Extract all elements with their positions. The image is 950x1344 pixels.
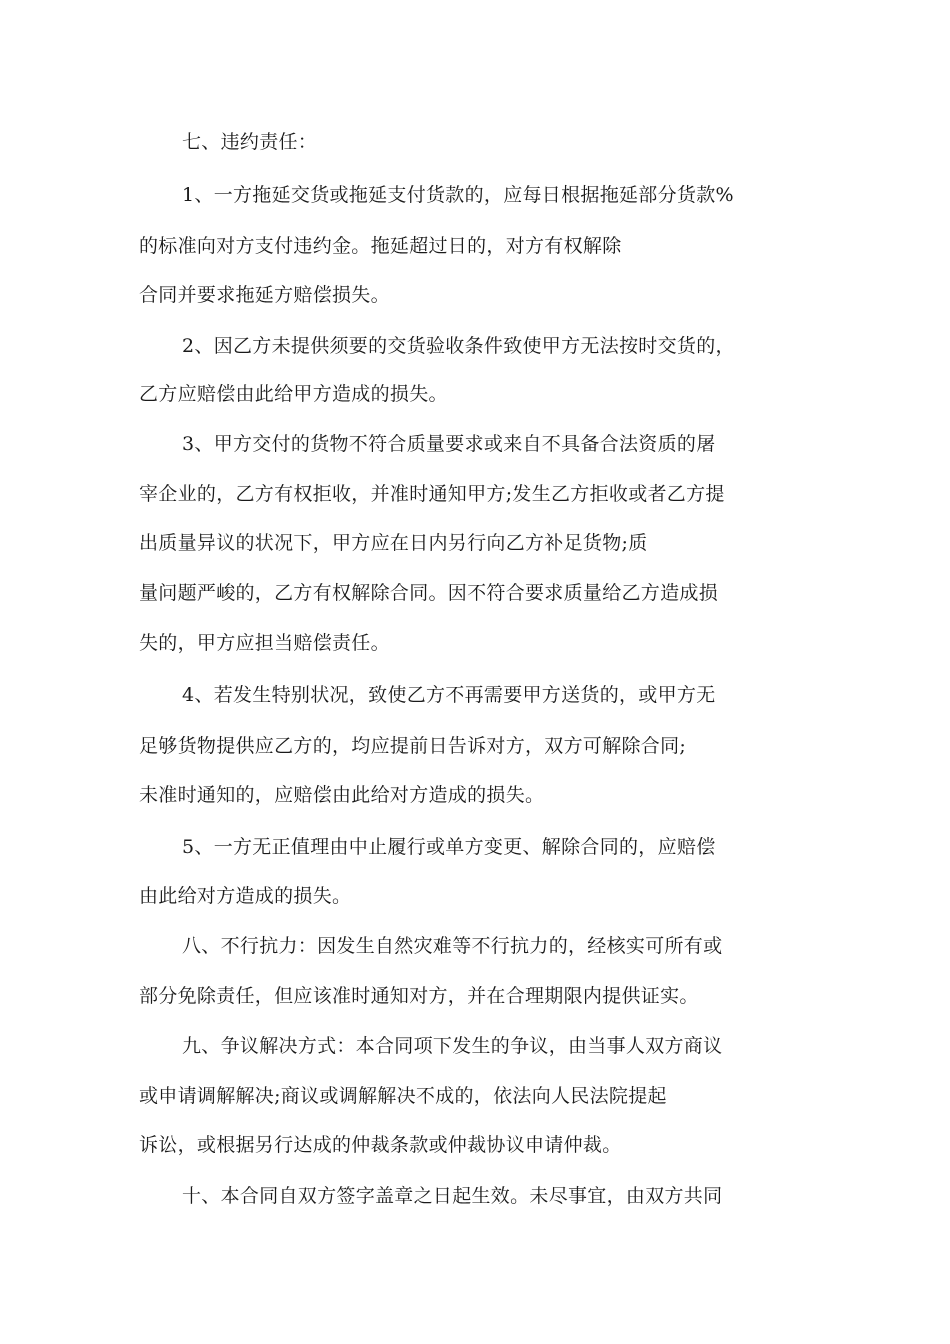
section-8-line-1: 八、不行抗力：因发生自然灾难等不行抗力的，经核实可所有或 <box>182 935 723 957</box>
section-8-line-2: 部分免除责任，但应该准时通知对方，并在合理期限内提供证实。 <box>139 985 699 1007</box>
clause-7-1-line-3: 合同并要求拖延方赔偿损失。 <box>139 284 390 306</box>
clause-7-4-line-3: 未准时通知的，应赔偿由此给对方造成的损失。 <box>139 784 545 806</box>
clause-7-3-line-1: 3、甲方交付的货物不符合质量要求或来自不具备合法资质的屠 <box>182 433 716 455</box>
clause-7-3-line-2: 宰企业的，乙方有权拒收，并准时通知甲方;发生乙方拒收或者乙方提 <box>139 483 725 505</box>
clause-7-2-line-2: 乙方应赔偿由此给甲方造成的损失。 <box>139 383 448 405</box>
clause-7-3-line-3: 出质量异议的状况下，甲方应在日内另行向乙方补足货物;质 <box>139 532 648 554</box>
clause-7-1-line-1: 1、一方拖延交货或拖延支付货款的，应每日根据拖延部分货款% <box>182 184 734 206</box>
clause-7-5-line-1: 5、一方无正值理由中止履行或单方变更、解除合同的，应赔偿 <box>182 836 716 858</box>
clause-7-4-line-1: 4、若发生特别状况，致使乙方不再需要甲方送货的，或甲方无 <box>182 684 716 706</box>
clause-7-3-line-5: 失的，甲方应担当赔偿责任。 <box>139 632 390 654</box>
section-10-line-1: 十、本合同自双方签字盖章之日起生效。未尽事宜，由双方共同 <box>182 1185 723 1207</box>
section-9-line-3: 诉讼，或根据另行达成的仲裁条款或仲裁协议申请仲裁。 <box>139 1134 622 1156</box>
section-9-line-2: 或申请调解解决;商议或调解解决不成的，依法向人民法院提起 <box>139 1085 667 1107</box>
clause-7-5-line-2: 由此给对方造成的损失。 <box>139 885 352 907</box>
clause-7-3-line-4: 量问题严峻的，乙方有权解除合同。因不符合要求质量给乙方造成损 <box>139 582 719 604</box>
section-9-line-1: 九、争议解决方式：本合同项下发生的争议，由当事人双方商议 <box>182 1035 723 1057</box>
clause-7-1-line-2: 的标准向对方支付违约金。拖延超过日的，对方有权解除 <box>139 235 622 257</box>
section-7-heading: 七、违约责任： <box>182 131 318 153</box>
clause-7-2-line-1: 2、因乙方未提供须要的交货验收条件致使甲方无法按时交货的， <box>182 335 735 357</box>
clause-7-4-line-2: 足够货物提供应乙方的，均应提前日告诉对方，双方可解除合同; <box>139 735 687 757</box>
